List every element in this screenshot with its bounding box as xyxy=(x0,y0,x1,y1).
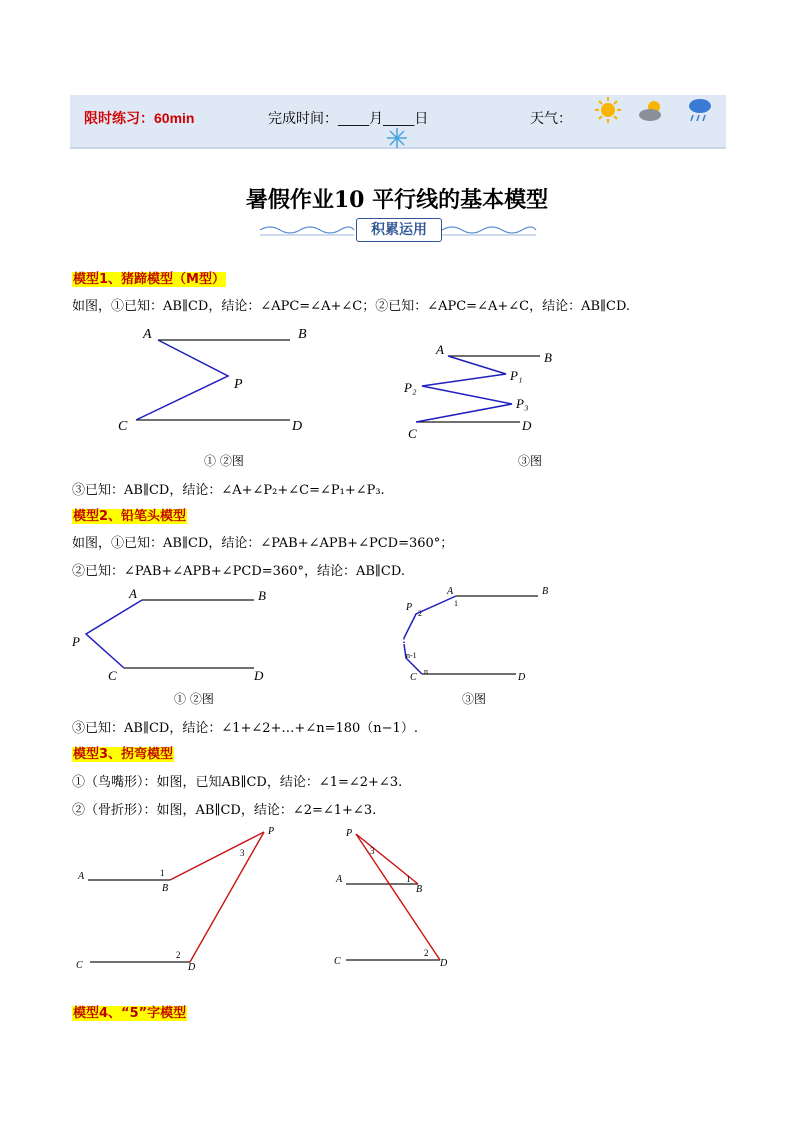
angle-1: 1 xyxy=(406,874,411,884)
model2-statement-2: ②已知：∠PAB+∠APB+∠PCD=360°，结论：AB∥CD. xyxy=(72,564,405,579)
partly-cloudy-icon xyxy=(636,98,668,124)
angle-1: 1 xyxy=(160,868,165,878)
model1-figure-1 xyxy=(110,318,330,438)
label-A: A xyxy=(447,586,454,597)
model2-statement-3: ③已知：AB∥CD，结论：∠1+∠2+…+∠n=180（n−1）. xyxy=(72,721,418,736)
label-P3: P₃ xyxy=(516,396,529,411)
label-D: D xyxy=(292,419,303,434)
angle-3: 3 xyxy=(240,848,245,858)
label-A: A xyxy=(336,874,343,885)
angle-1: 1 xyxy=(454,599,458,608)
model3-figure-2 xyxy=(330,824,460,972)
label-C: C xyxy=(76,960,83,971)
label-A: A xyxy=(129,586,137,601)
label-P: P xyxy=(406,602,413,613)
sun-icon xyxy=(594,96,622,124)
label-D: D xyxy=(440,958,448,969)
label-P: P xyxy=(268,826,275,837)
model4-heading: 模型4、“5”字模型 xyxy=(73,1006,187,1021)
model3-heading: 模型3、拐弯模型 xyxy=(73,747,174,762)
time-limit: 限时练习：60min xyxy=(84,110,195,126)
rain-icon xyxy=(686,96,714,126)
page-title: 暑假作业10 平行线的基本模型 xyxy=(245,187,549,213)
label-P1: P₁ xyxy=(510,368,523,383)
label-D: D xyxy=(188,962,196,972)
label-C: C xyxy=(408,426,417,441)
label-B: B xyxy=(416,884,423,895)
model3-statement-2: ②（骨折形）：如图，AB∥CD，结论：∠2=∠1+∠3. xyxy=(72,803,377,818)
label-C: C xyxy=(118,419,128,434)
model1-caption-3: ③图 xyxy=(518,454,543,468)
label-P: P xyxy=(346,828,353,839)
model2-caption-3: ③图 xyxy=(462,692,487,706)
label-C: C xyxy=(334,956,341,967)
model2-caption-12: ① ②图 xyxy=(174,692,214,706)
label-D: D xyxy=(254,668,264,683)
label-A: A xyxy=(143,327,152,342)
angle-2: 2 xyxy=(176,950,181,960)
label-B: B xyxy=(542,586,549,597)
model2-heading: 模型2、铅笔头模型 xyxy=(73,509,187,524)
label-D: D xyxy=(518,672,526,682)
angle-n: n xyxy=(424,667,428,676)
angle-2: 2 xyxy=(424,948,429,958)
label-C: C xyxy=(108,668,117,683)
label-C: C xyxy=(410,672,417,682)
model2-statement-1: 如图，①已知：AB∥CD，结论：∠PAB+∠APB+∠PCD=360°； xyxy=(72,536,454,551)
label-B: B xyxy=(544,350,552,365)
model1-statement-3: ③已知：AB∥CD，结论：∠A+∠P₂+∠C=∠P₁+∠P₃. xyxy=(72,483,385,498)
model2-figure-1 xyxy=(68,584,278,684)
label-A: A xyxy=(436,342,444,357)
label-B: B xyxy=(162,883,169,894)
model1-figure-3 xyxy=(400,338,570,448)
model1-statement: 如图，①已知：AB∥CD，结论：∠APC=∠A+∠C；②已知：∠APC=∠A+∠C，结论：AB∥CD. xyxy=(72,299,631,314)
model3-figure-1 xyxy=(72,822,292,972)
weather-label: 天气： xyxy=(530,110,572,126)
label-B: B xyxy=(298,327,307,342)
banner-label: 积累运用 xyxy=(356,218,442,242)
label-A: A xyxy=(78,871,85,882)
label-B: B xyxy=(258,588,266,603)
model3-statement-1: ①（鸟嘴形）：如图，已知AB∥CD，结论：∠1=∠2+∠3. xyxy=(72,775,403,790)
label-D: D xyxy=(522,418,532,433)
label-P: P xyxy=(234,377,243,392)
snowflake-icon xyxy=(386,127,408,149)
angle-n-1: n-1 xyxy=(406,651,417,660)
model2-figure-3 xyxy=(394,582,564,682)
completion-time: 完成时间：____月____日 xyxy=(268,110,429,126)
model1-caption-12: ① ②图 xyxy=(204,454,244,468)
angle-3: 3 xyxy=(370,846,375,856)
model1-heading: 模型1、猪蹄模型（M型） xyxy=(73,272,225,287)
label-P2: P₂ xyxy=(404,380,417,395)
label-P: P xyxy=(72,634,80,649)
angle-2: 2 xyxy=(418,609,422,618)
